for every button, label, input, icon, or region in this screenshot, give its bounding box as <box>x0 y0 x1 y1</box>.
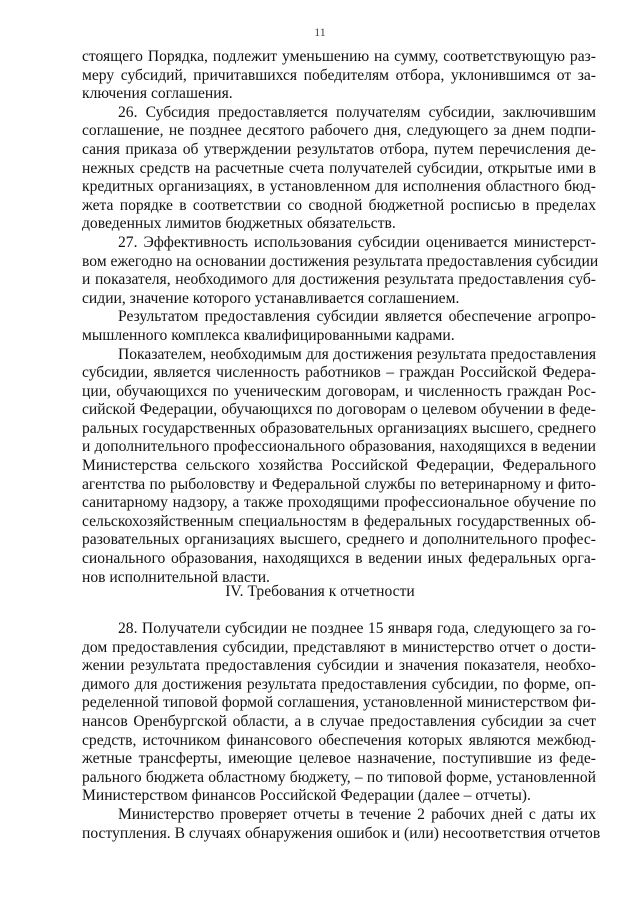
text-line: Результатом предоставления субсидии является обеспечение агропро- <box>118 308 596 326</box>
text-line: поступления. В случаях обнаружения ошибок и (или) несоответствия отчетов <box>82 824 601 842</box>
text-line: Министерства сельского хозяйства Российской Федерации, Федерального <box>82 457 596 475</box>
text-line: ределенной типовой формой соглашения, установленной министерством фи- <box>82 694 596 712</box>
text-line: сийской Федерации, обучающихся по договорам о целевом обучении в феде- <box>82 401 596 419</box>
text-line: и дополнительного профессионального образования, находящихся в ведении <box>82 438 596 456</box>
text-line: кредитных организациях, в установленном для исполнения областного бюд- <box>82 178 596 196</box>
text-line: мышленного комплекса квалифицированными кадрами. <box>82 326 455 344</box>
text-line: Министерством финансов Российской Федерации (далее – отчеты). <box>82 787 531 805</box>
text-line: агентства по рыболовству и Федеральной службы по ветеринарному и фито- <box>82 475 596 493</box>
text-line: соглашение, не позднее десятого рабочего дня, следующего за днем подпи- <box>82 122 596 140</box>
text-line: нов исполнительной власти. <box>82 568 270 586</box>
text-line: рального бюджета областному бюджету, – по типовой форме, установленной <box>82 768 596 786</box>
text-line: 28. Получатели субсидии не позднее 15 января года, следующего за го- <box>118 620 596 637</box>
text-line: дом предоставления субсидии, представляют в министерство отчет о дости- <box>82 638 596 656</box>
text-line: санитарному надзору, а также проходящими профессиональное обучение по <box>82 494 596 512</box>
body-text-upper <box>82 48 599 587</box>
text-line: 26. Субсидия предоставляется получателям субсидии, заключившим <box>118 103 596 121</box>
text-line: стоящего Порядка, подлежит уменьшению на сумму, соответствующую раз- <box>82 48 596 65</box>
page-number: 11 <box>314 25 326 39</box>
body-text-lower <box>82 620 601 843</box>
text-line: доведенных лимитов бюджетных обязательств. <box>82 215 396 233</box>
text-line: ральных государственных образовательных организациях высшего, среднего <box>82 419 596 437</box>
text-line: Показателем, необходимым для достижения результата предоставления <box>118 345 596 363</box>
section-heading: IV. Требования к отчетности <box>225 583 415 600</box>
text-line: вом ежегодно на основании достижения результата предоставления субсидии <box>82 252 599 270</box>
text-line: сионального образования, находящихся в ведении иных федеральных орга- <box>82 550 596 568</box>
text-line: и показателя, необходимого для достижения результата предоставления суб- <box>82 271 596 289</box>
text-line: средств, источником финансового обеспечения которых являются межбюд- <box>82 731 596 749</box>
text-line: ключения соглашения. <box>82 85 233 103</box>
text-line: сания приказа об утверждении результатов отбора, путем перечисления де- <box>82 140 596 158</box>
text-line: жетные трансферты, имеющие целевое назначение, поступившие из феде- <box>82 750 596 768</box>
text-line: жении результата предоставления субсидии и значения показателя, необхо- <box>82 657 596 675</box>
text-line: нансов Оренбургской области, а в случае предоставления субсидии за счет <box>82 712 596 730</box>
text-line: Министерство проверяет отчеты в течение 2 рабочих дней с даты их <box>118 805 596 823</box>
text-line: сельскохозяйственным специальностям в федеральных государственных об- <box>82 512 596 530</box>
text-line: 27. Эффективность использования субсидии оценивается министерст- <box>118 233 596 251</box>
text-line: субсидии, является численность работников – граждан Российской Федера- <box>82 364 596 382</box>
text-line: нежных средств на расчетные счета получателей субсидии, открытые ими в <box>82 159 596 177</box>
text-line: димого для достижения результата предоставления субсидии, по форме, оп- <box>82 675 596 693</box>
text-line: сидии, значение которого устанавливается соглашением. <box>82 289 460 307</box>
text-line: разовательных организациях высшего, среднего и дополнительного профес- <box>82 531 596 549</box>
text-line: жета порядке в соответствии со сводной бюджетной росписью в пределах <box>82 196 596 214</box>
text-line: меру субсидий, причитавшихся победителям отбора, уклонившимся от за- <box>82 66 596 84</box>
text-line: ции, обучающихся по ученическим договорам, и численность граждан Рос- <box>82 382 596 400</box>
